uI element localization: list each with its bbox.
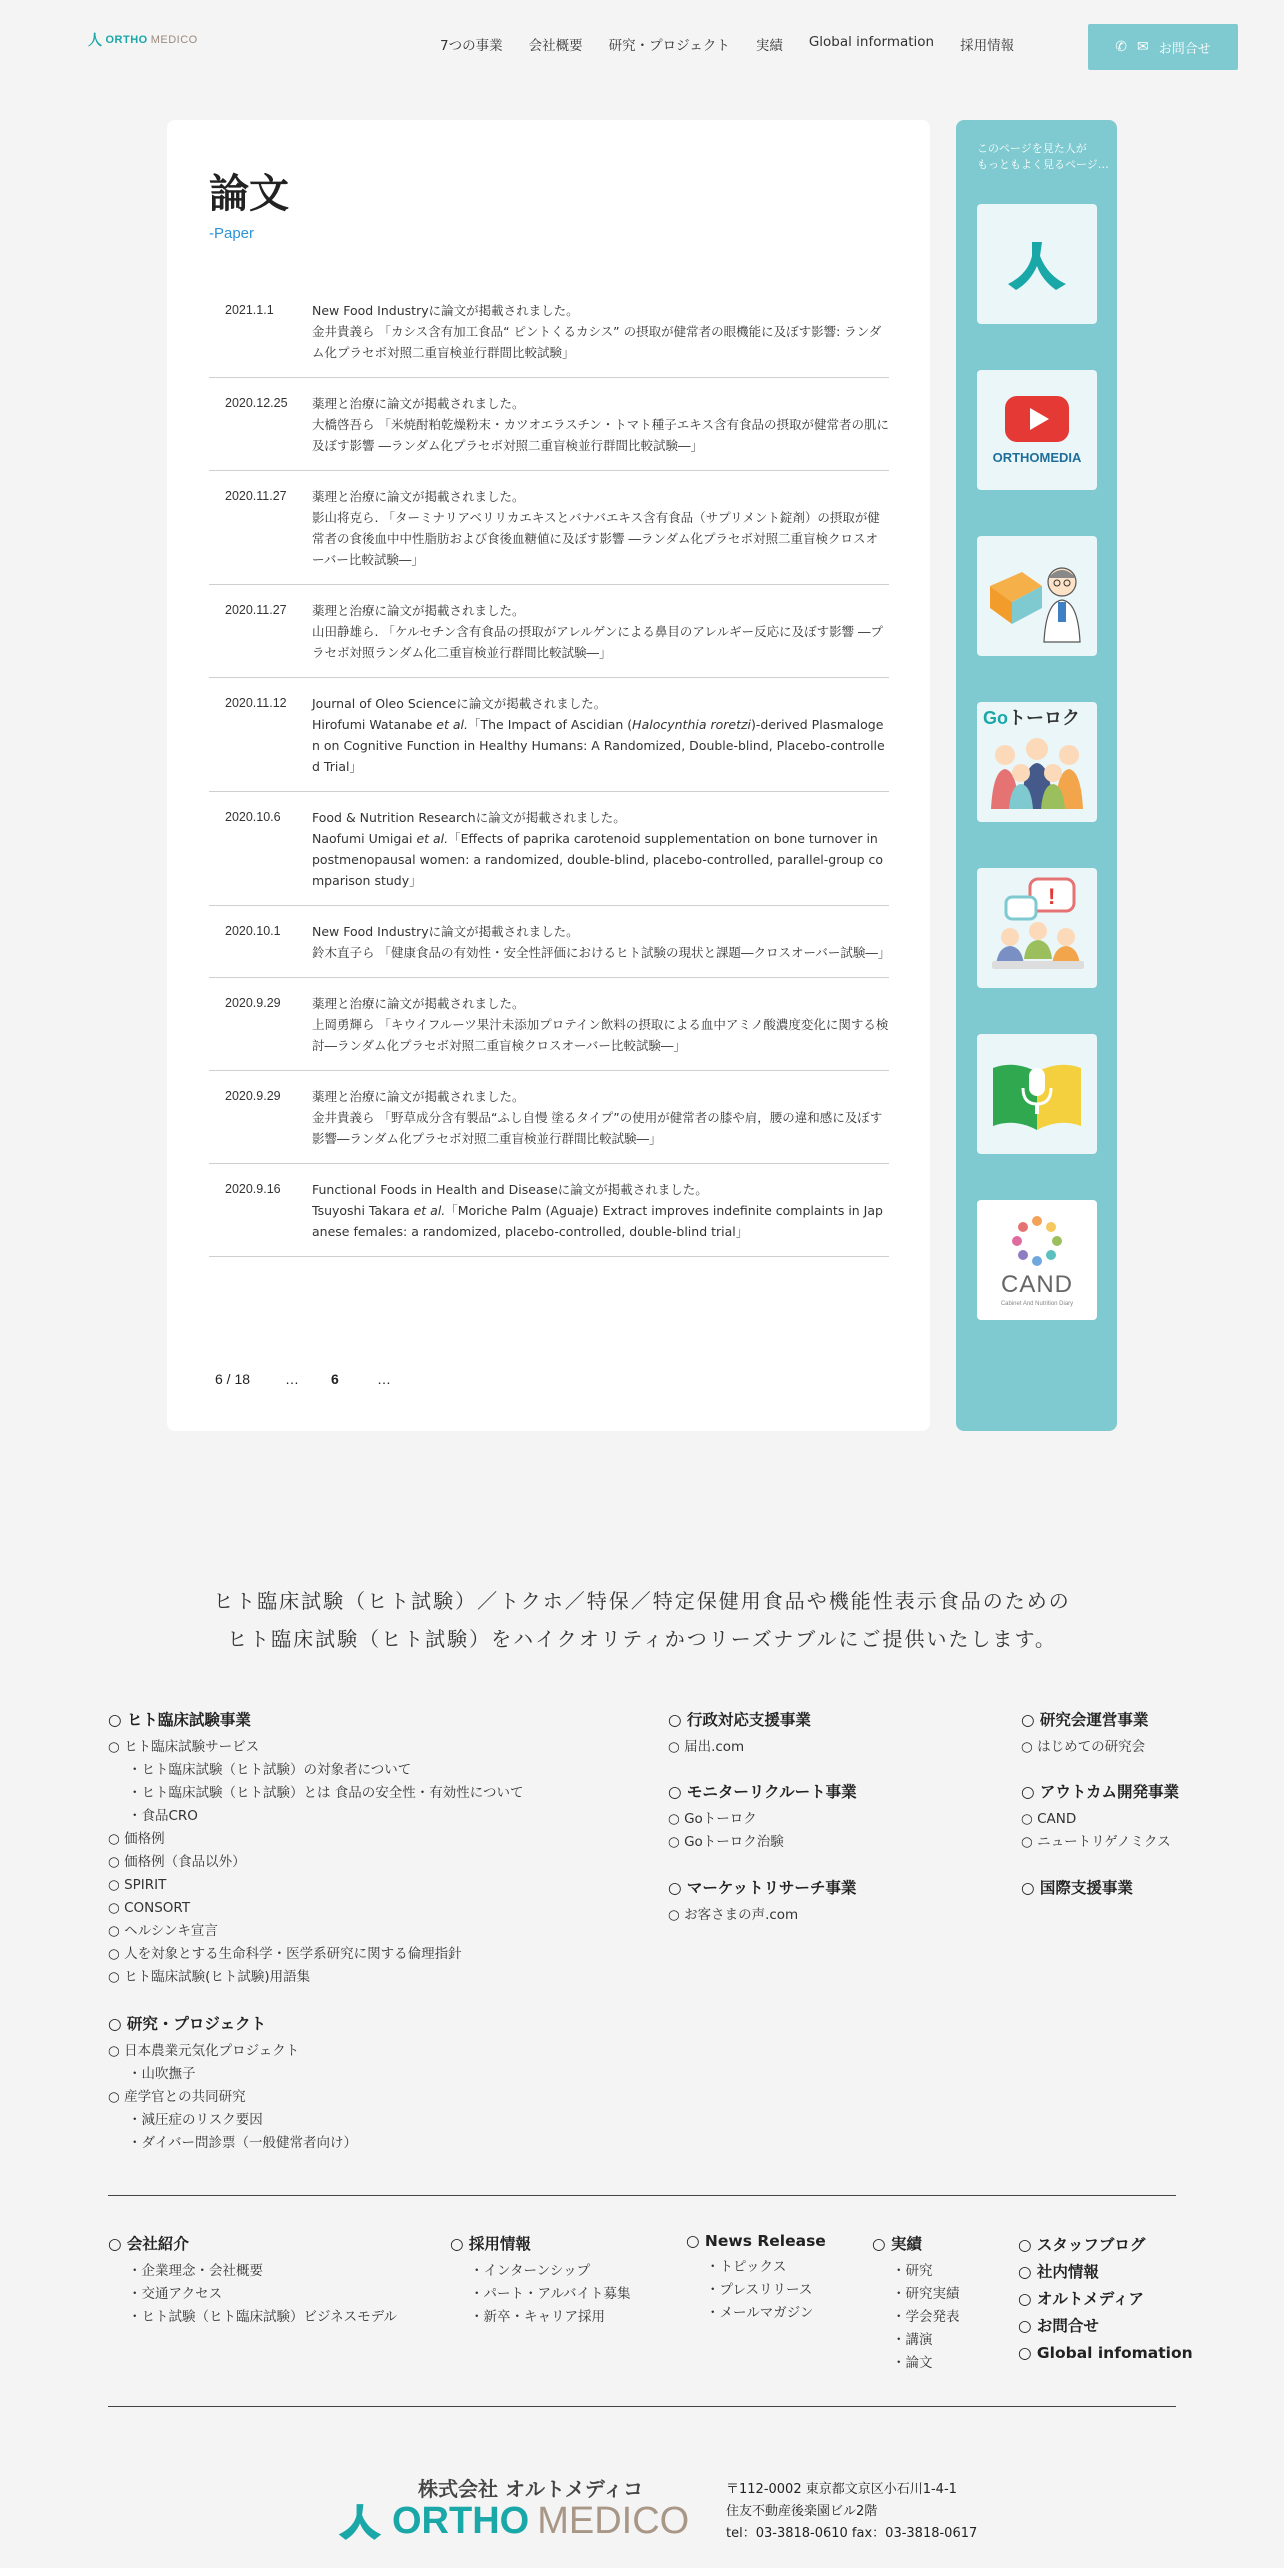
sitemap-link[interactable]: ○ SPIRIT	[108, 1877, 167, 1893]
footer-link-orthomedia[interactable]: ○ オルトメディア	[1018, 2290, 1145, 2308]
nav-item-research[interactable]: 研究・プロジェクト	[608, 38, 730, 54]
sitemap-link[interactable]: ・ダイバー問診票（一般健常者向け）	[128, 2135, 357, 2151]
footer-links	[1018, 2232, 1193, 2367]
footer-link[interactable]: ・メールマガジン	[706, 2305, 814, 2321]
sitemap-link[interactable]: ・ヒト臨床試験（ヒト試験）の対象者について	[128, 1762, 412, 1778]
footer-link-global[interactable]: ○ Global infomation	[1018, 2344, 1193, 2362]
footer-link[interactable]: ・研究実績	[892, 2286, 960, 2302]
footer-link[interactable]: ・研究	[892, 2263, 933, 2279]
footer-news	[686, 2232, 826, 2325]
logo[interactable]	[88, 30, 198, 50]
sitemap-heading[interactable]: ○ ヒト臨床試験事業	[108, 1711, 251, 1729]
mail-icon: ✉	[1136, 39, 1149, 55]
paper-item	[209, 285, 889, 378]
gotoroku-label	[983, 708, 1080, 729]
paper-item	[209, 1071, 889, 1164]
sitemap-link[interactable]: ○ はじめての研究会	[1021, 1739, 1146, 1755]
sitemap-link[interactable]: ○ 価格例	[108, 1831, 165, 1847]
paper-list	[209, 285, 889, 1257]
paper-text: 薬理と治療に論文が掲載されました。 金井貴義ら 「野草成分含有製品“ふし自慢 塗るタイプ”の使用が健常者の膝や肩，腰の違和感に及ぼす影響―ランダム化プラセボ対照二重盲検並行群間比較試験―」	[312, 1089, 883, 1146]
sitemap-heading[interactable]: ○ 行政対応支援事業	[668, 1711, 811, 1729]
pagination-current: 6 / 18	[215, 1371, 251, 1387]
sitemap-link[interactable]: ○ Goトーロク治験	[668, 1834, 784, 1850]
sitemap-link[interactable]: ○ ヒト臨床試験サービス	[108, 1739, 260, 1755]
pagination-ellipsis-next[interactable]: …	[377, 1371, 391, 1387]
sitemap-research	[108, 2012, 357, 2155]
sidebar-tile-meeting[interactable]	[977, 868, 1097, 988]
sitemap-heading[interactable]: ○ 国際支援事業	[1021, 1879, 1133, 1897]
address-line: 〒112-0002 東京都文京区小石川1-4-1	[726, 2482, 957, 2497]
contact-button[interactable]	[1088, 24, 1238, 70]
paper-date: 2020.9.29	[225, 996, 281, 1010]
paper-date: 2020.11.27	[225, 489, 287, 503]
contact-label: お問合せ	[1158, 41, 1211, 57]
paper-text: 薬理と治療に論文が掲載されました。 上岡勇輝ら 「キウイフルーツ果汁未添加プロテイン飲料の摂取による血中アミノ酸濃度変化に関する検討―ランダム化プラセボ対照二重盲検クロスオーバー比較試験―」	[312, 996, 889, 1053]
sidebar-caption	[977, 141, 1109, 173]
footer-link[interactable]: ・講演	[892, 2332, 933, 2348]
cand-ring-icon	[1009, 1213, 1065, 1269]
paper-item	[209, 378, 889, 471]
paper-text: 薬理と治療に論文が掲載されました。 大橋啓吾ら 「米焼酎粕乾燥粉末・カツオエラスチン・トマト種子エキス含有食品の摂取が健常者の肌に及ぼす影響 ―ランダム化プラセボ対照二重盲検並行群間比較試験―」	[312, 396, 889, 453]
footer-link[interactable]: ・プレスリリース	[706, 2282, 813, 2298]
paper-item	[209, 1164, 889, 1257]
cand-sublabel: Cabinet And Nutrition Diary	[1000, 1301, 1074, 1307]
footer-heading[interactable]: ○ 会社紹介	[108, 2235, 189, 2253]
sitemap-intl	[1021, 1876, 1133, 1904]
sitemap-link[interactable]: ・食品CRO	[128, 1808, 198, 1824]
sitemap-admin	[668, 1708, 811, 1759]
phone-icon: ✆	[1115, 39, 1127, 55]
group-people-icon	[983, 729, 1091, 809]
footer-link-internal[interactable]: ○ 社内情報	[1018, 2263, 1099, 2281]
meeting-illustration-icon	[982, 873, 1092, 983]
tagline-line2: ヒト臨床試験（ヒト試験）をハイクオリティかつリーズナブルにご提供いたします。	[227, 1627, 1057, 1651]
pagination	[215, 1371, 391, 1387]
pagination-page[interactable]: 6	[331, 1371, 339, 1387]
sitemap-link[interactable]: ・減圧症のリスク要因	[128, 2112, 263, 2128]
sidebar-caption-line: このページを見た人が	[977, 142, 1087, 155]
youtube-play-icon	[1005, 396, 1069, 442]
logo-medico: MEDICO	[150, 34, 198, 46]
paper-text: 薬理と治療に論文が掲載されました。 山田静雄ら. 「ケルセチン含有食品の摂取がアレルゲンによる鼻目のアレルギー反応に及ぼす影響 ―プラセボ対照ランダム化二重盲検並行群間比較試験―」	[312, 603, 884, 660]
paper-date: 2020.11.27	[225, 603, 287, 617]
company-logo-ortho: ORTHO	[392, 2500, 530, 2542]
sitemap-link[interactable]: ・山吹撫子	[128, 2066, 196, 2082]
paper-text: 薬理と治療に論文が掲載されました。 影山将克ら. 「ターミナリアベリリカエキスとバナバエキス含有食品（サプリメント錠剤）の摂取が健常者の食後血中中性脂肪および食後血糖値に及ぼす影響 ―ランダム化プラセボ対照二重盲検クロスオーバー比較試験―」	[312, 489, 880, 567]
footer-divider-bottom	[108, 2406, 1176, 2407]
contact-numbers: tel：03-3818-0610 fax：03-3818-0617	[726, 2526, 978, 2541]
pagination-ellipsis-prev[interactable]: …	[285, 1371, 299, 1387]
svg-text:!: !	[1048, 884, 1056, 909]
sidebar-tile-orthomedia[interactable]	[977, 370, 1097, 490]
sitemap-link[interactable]: ○ Goトーロク	[668, 1811, 757, 1827]
paper-date: 2020.10.1	[225, 924, 281, 938]
footer-heading[interactable]: ○ News Release	[686, 2232, 826, 2250]
footer-heading[interactable]: ○ 採用情報	[450, 2235, 531, 2253]
footer-link-contact[interactable]: ○ お問合せ	[1018, 2317, 1099, 2335]
sitemap-link[interactable]: ○ 産学官との共同研究	[108, 2089, 246, 2105]
company-logo-mark-icon	[336, 2501, 384, 2543]
paper-text: New Food Industryに論文が掲載されました。 鈴木直子ら 「健康食品の有効性・安全性評価におけるヒト試験の現状と課題―クロスオーバー試験―」	[312, 924, 891, 960]
paper-item	[209, 978, 889, 1071]
book-microphone-icon	[989, 1054, 1085, 1134]
sitemap-link[interactable]: ○ 人を対象とする生命科学・医学系研究に関する倫理指針	[108, 1946, 462, 1962]
paper-item	[209, 792, 889, 906]
footer-link[interactable]: ・学会発表	[892, 2309, 960, 2325]
paper-item	[209, 678, 889, 792]
tagline-line1: ヒト臨床試験（ヒト試験）／トクホ／特保／特定保健用食品や機能性表示食品のための	[213, 1589, 1071, 1613]
footer-link[interactable]: ・企業理念・会社概要	[128, 2263, 263, 2279]
sitemap-link[interactable]: ○ お客さまの声.com	[668, 1907, 799, 1923]
sitemap-link[interactable]: ○ 届出.com	[668, 1739, 745, 1755]
sitemap-link[interactable]: ○ ヘルシンキ宣言	[108, 1923, 218, 1939]
sidebar-tile-cand[interactable]	[977, 1200, 1097, 1320]
footer-results	[872, 2232, 960, 2375]
nav-item-recruit[interactable]: 採用情報	[960, 38, 1015, 54]
sitemap-heading[interactable]: ○ アウトカム開発事業	[1021, 1783, 1179, 1801]
footer-company	[108, 2232, 397, 2329]
doctor-illustration-icon	[982, 546, 1092, 646]
sidebar-tile-podcast[interactable]	[977, 1034, 1097, 1154]
footer-link-blog[interactable]: ○ スタッフブログ	[1018, 2236, 1146, 2254]
sitemap-link[interactable]: ○ 日本農業元気化プロジェクト	[108, 2043, 300, 2059]
sitemap-heading[interactable]: ○ マーケットリサーチ事業	[668, 1879, 857, 1897]
sitemap-link[interactable]: ○ CAND	[1021, 1811, 1077, 1827]
tagline	[0, 1582, 1284, 1658]
paper-date: 2021.1.1	[225, 303, 274, 317]
paper-item	[209, 585, 889, 678]
footer-divider	[108, 2195, 1176, 2196]
nav-item-global[interactable]: Global information	[808, 34, 935, 50]
page-subtitle: -Paper	[209, 225, 255, 242]
sitemap-monitor	[668, 1780, 857, 1854]
company-logo-medico: MEDICO	[537, 2500, 690, 2542]
page-title: 論文	[209, 170, 289, 217]
nav-item-company[interactable]: 会社概要	[528, 38, 583, 54]
footer-link[interactable]: ・パート・アルバイト募集	[470, 2286, 631, 2302]
paper-date: 2020.9.16	[225, 1182, 281, 1196]
sidebar-tile-doctor[interactable]	[977, 536, 1097, 656]
sitemap-link[interactable]: ・ヒト臨床試験（ヒト試験）とは 食品の安全性・有効性について	[128, 1785, 524, 1801]
nav-item-results[interactable]: 実績	[755, 38, 783, 54]
sitemap-outcome	[1021, 1780, 1179, 1854]
sitemap-clinical	[108, 1708, 524, 1989]
sitemap-heading[interactable]: ○ 研究・プロジェクト	[108, 2015, 267, 2033]
sitemap-link[interactable]: ○ ヒト臨床試験(ヒト試験)用語集	[108, 1969, 311, 1985]
footer-link[interactable]: ・ヒト試験（ヒト臨床試験）ビジネスモデル	[128, 2309, 397, 2325]
sidebar-tile-gotoroku[interactable]	[977, 702, 1097, 822]
cand-label: CAND	[1000, 1271, 1073, 1298]
paper-item	[209, 906, 889, 978]
footer-link[interactable]: ・新卒・キャリア採用	[470, 2309, 605, 2325]
company-name: 株式会社 オルトメディコ	[418, 2477, 644, 2501]
paper-date: 2020.10.6	[225, 810, 281, 824]
sitemap-link[interactable]: ○ 価格例（食品以外）	[108, 1854, 246, 1870]
paper-text: Food & Nutrition Researchに論文が掲載されました。 Naofumi Umigai et al.「Effects of paprika carotenoid supplementation on bone turnover in postmenopausal women: a randomized, double-blind, placebo-controlled, parallel-group comparison study」	[312, 810, 884, 888]
sitemap-link[interactable]: ○ ニュートリゲノミクス	[1021, 1834, 1171, 1850]
address-line: 住友不動産後楽園ビル2階	[726, 2504, 878, 2519]
sidebar-caption-line: もっともよく見るページ…	[977, 158, 1109, 171]
paper-text: Functional Foods in Health and Diseaseに論文が掲載されました。 Tsuyoshi Takara et al.「Moriche Palm (Aguaje) Extract improves indefinite complaints in Japanese females: a randomized, placebo-controlled, double-blind trial」	[312, 1182, 883, 1239]
logo-mark-icon: 人	[88, 32, 103, 48]
footer-heading[interactable]: ○ 実績	[872, 2235, 922, 2253]
sitemap-heading[interactable]: ○ モニターリクルート事業	[668, 1783, 857, 1801]
paper-date: 2020.9.29	[225, 1089, 281, 1103]
footer-link[interactable]: ・交通アクセス	[128, 2286, 223, 2302]
footer-link[interactable]: ・インターンシップ	[470, 2263, 591, 2279]
gotoroku-go: Go	[983, 708, 1008, 728]
paper-date: 2020.12.25	[225, 396, 288, 410]
company-logo[interactable]	[336, 2500, 689, 2543]
footer-recruit	[450, 2232, 631, 2329]
paper-text: New Food Industryに論文が掲載されました。 金井貴義ら 「カシス含有加工食品“ ピントくるカシス” の摂取が健常者の眼機能に及ぼす影響: ランダム化プラセボ対照二重盲検並行群間比較試験」	[312, 303, 882, 360]
sitemap-market	[668, 1876, 856, 1927]
sitemap-link[interactable]: ○ CONSORT	[108, 1900, 191, 1916]
company-address	[726, 2479, 977, 2545]
nav-item-business[interactable]: 7つの事業	[440, 38, 503, 54]
gotoroku-rest: トーロク	[1008, 708, 1080, 729]
footer-link[interactable]: ・論文	[892, 2355, 933, 2371]
sidebar-tile-person[interactable]	[977, 204, 1097, 324]
sitemap-heading[interactable]: ○ 研究会運営事業	[1021, 1711, 1149, 1729]
paper-text: Journal of Oleo Scienceに論文が掲載されました。 Hirofumi Watanabe et al.「The Impact of Ascidian (Halocynthia roretzi)-derived Plasmalogen on Cognitive Function in Healthy Humans: A Randomized, Double-blind, Placebo-controlled Trial」	[312, 696, 885, 774]
paper-item	[209, 471, 889, 585]
sitemap-society	[1021, 1708, 1148, 1759]
paper-date: 2020.11.12	[225, 696, 287, 710]
orthomedia-label: ORTHOMEDIA	[992, 449, 1082, 465]
main-nav	[440, 34, 1014, 54]
person-logo-icon	[1002, 234, 1072, 294]
footer-link[interactable]: ・トピックス	[706, 2259, 787, 2275]
logo-ortho: ORTHO	[105, 34, 148, 46]
